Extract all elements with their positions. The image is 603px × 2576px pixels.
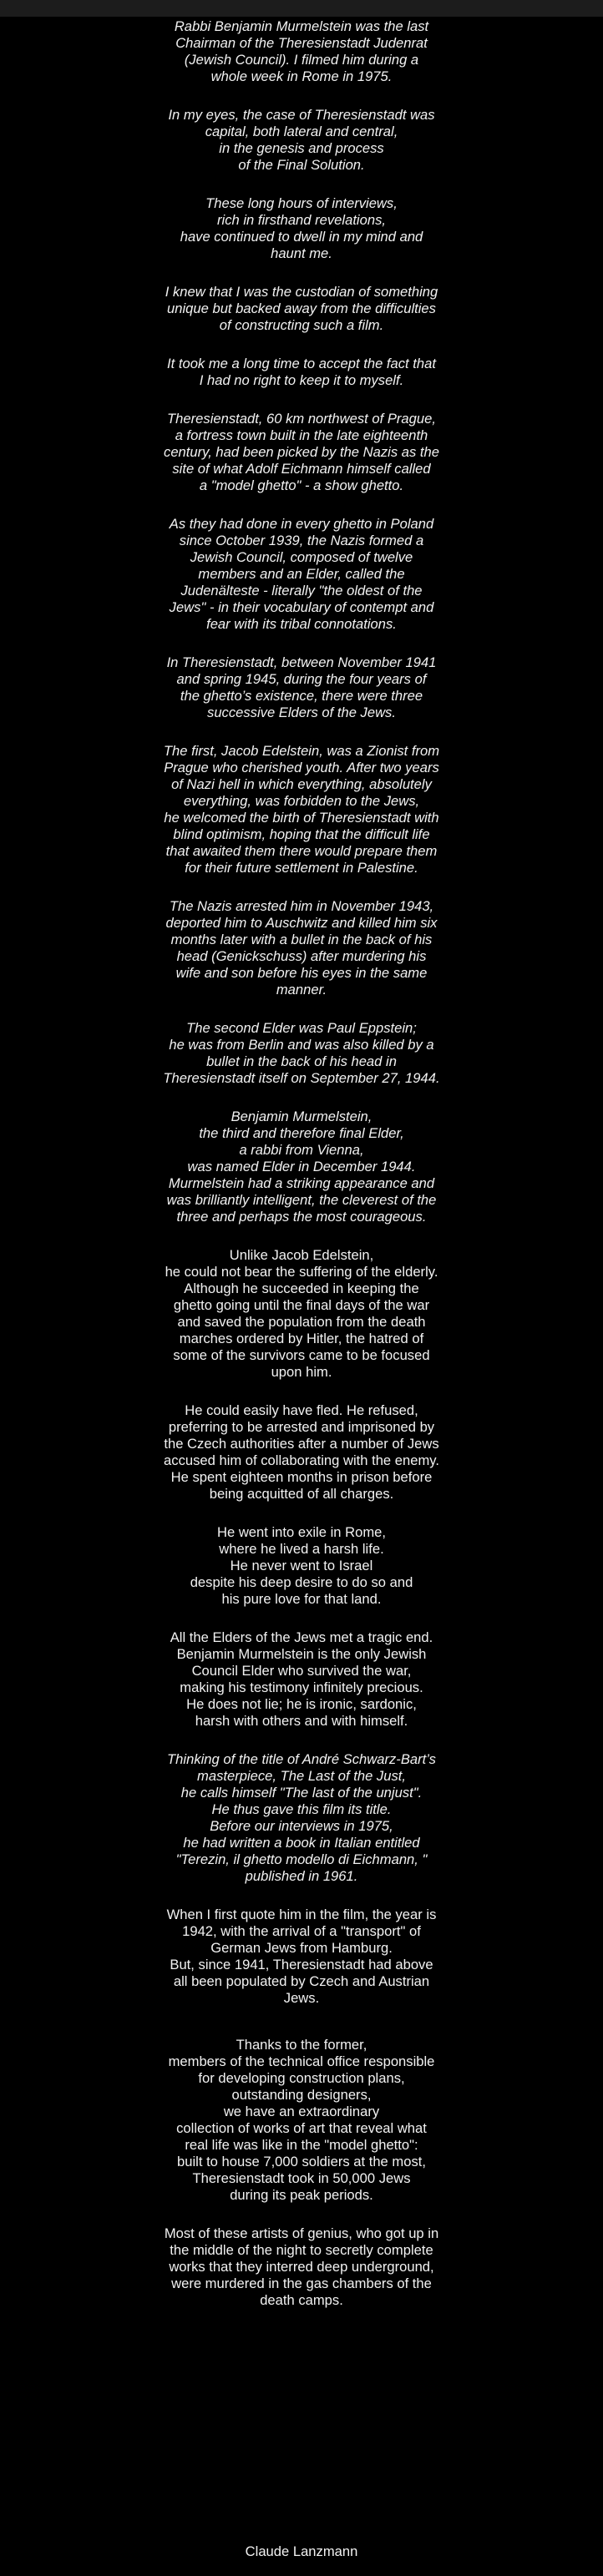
text-line: manner. [276, 982, 327, 998]
text-line: Jews. [283, 1990, 320, 2006]
text-line: Benjamin Murmelstein, [231, 1109, 372, 1124]
text-line: for their future settlement in Palestine. [185, 860, 418, 876]
text-line: It took me a long time to accept the fact that [167, 356, 436, 371]
text-line: I knew that I was the custodian of something [165, 284, 438, 300]
top-bar [0, 0, 603, 17]
text-line: members of the technical office responsible [168, 2053, 435, 2069]
text-line: head (Genickschuss) after murdering his [176, 948, 427, 964]
text-line: (Jewish Council). I filmed him during a [184, 52, 419, 68]
statement-paragraph [125, 1402, 478, 1503]
text-line: Although he succeeded in keeping the [184, 1280, 419, 1296]
text-line: Murmelstein had a striking appearance and [168, 1175, 435, 1191]
statement-paragraph [125, 411, 478, 494]
text-line: He thus gave this film its title. [211, 1801, 392, 1817]
text-line: built to house 7,000 soldiers at the most, [177, 2154, 426, 2169]
text-line: As they had done in every ghetto in Poland [169, 516, 434, 532]
text-line: were murdered in the gas chambers of the [171, 2275, 432, 2291]
text-line: being acquitted of all charges. [209, 1486, 394, 1502]
text-line: When I first quote him in the film, the year is [166, 1907, 437, 1922]
text-line: whole week in Rome in 1975. [210, 68, 393, 84]
text-line: Prague who cherished youth. After two years [164, 760, 439, 775]
text-line: was brilliantly intelligent, the cleverest of the [166, 1192, 437, 1208]
text-line: unique but backed away from the difficulties [167, 301, 436, 316]
statement-paragraph [125, 356, 478, 389]
text-line: deported him to Auschwitz and killed him six [165, 915, 438, 931]
text-line: was named Elder in December 1944. [187, 1159, 416, 1174]
text-line: a "model ghetto" - a show ghetto. [199, 477, 404, 493]
text-line: The second Elder was Paul Eppstein; [186, 1020, 417, 1036]
text-line: masterpiece, The Last of the Just, [197, 1768, 406, 1784]
statement-paragraph [125, 516, 478, 633]
statement-paragraph [125, 1751, 478, 1885]
text-line: real life was like in the "model ghetto": [185, 2137, 418, 2153]
text-line: he could not bear the suffering of the elderly. [165, 1264, 438, 1280]
statement-paragraph [125, 1629, 478, 1730]
statement-paragraph [125, 1907, 478, 2007]
text-line: wife and son before his eyes in the same [175, 965, 428, 981]
statement-paragraph [125, 1020, 478, 1087]
text-line: his pure love for that land. [221, 1591, 382, 1607]
text-line: and spring 1945, during the four years of [176, 671, 427, 687]
text-line: where he lived a harsh life. [219, 1541, 384, 1557]
statement-paragraph [125, 2225, 478, 2309]
text-line: Jewish Council, composed of twelve [190, 549, 413, 565]
text-line: In my eyes, the case of Theresienstadt was [168, 107, 435, 123]
text-line: All the Elders of the Jews met a tragic end. [170, 1629, 433, 1645]
text-line: Most of these artists of genius, who got up in [164, 2225, 439, 2241]
text-line: works that they interred deep underground, [169, 2259, 434, 2275]
statement-paragraph [125, 654, 478, 721]
text-line: he calls himself "The last of the unjust". [180, 1785, 423, 1801]
text-line: accused him of collaborating with the enemy. [164, 1452, 439, 1468]
text-line: published in 1961. [245, 1868, 358, 1884]
text-line: Before our interviews in 1975, [210, 1818, 393, 1834]
text-line: Rabbi Benjamin Murmelstein was the last [174, 18, 429, 34]
text-line: all been populated by Czech and Austrian [173, 1973, 430, 1989]
text-line: German Jews from Hamburg. [210, 1940, 393, 1956]
text-line: the third and therefore final Elder, [199, 1125, 404, 1141]
text-line: members and an Elder, called the [198, 566, 405, 582]
statement-paragraph [125, 1524, 478, 1608]
text-line: a fortress town built in the late eighteenth [175, 427, 428, 443]
statement-paragraph [125, 743, 478, 876]
text-line: upon him. [271, 1364, 332, 1380]
text-line: of Nazi hell in which everything, absolutely [171, 776, 432, 792]
text-line: of the Final Solution. [238, 157, 365, 173]
text-line: the Czech authorities after a number of Jews [164, 1436, 439, 1452]
text-line: haunt me. [271, 245, 332, 261]
text-line: he was from Berlin and was also killed by a [169, 1037, 434, 1053]
text-line: the ghetto’s existence, there were three [180, 688, 423, 704]
text-line: that awaited them there would prepare them [165, 843, 438, 859]
text-line: He could easily have fled. He refused, [185, 1402, 418, 1418]
text-line: a rabbi from Vienna, [239, 1142, 364, 1158]
text-line: in the genesis and process [219, 140, 384, 156]
text-line: Council Elder who survived the war, [191, 1663, 412, 1679]
text-line: months later with a bullet in the back of his [170, 932, 433, 947]
text-line: Chairman of the Theresienstadt Judenrat [175, 35, 428, 51]
text-line: He spent eighteen months in prison before [170, 1469, 433, 1485]
statement-paragraph [125, 107, 478, 174]
text-line: Theresienstadt, 60 km northwest of Prague, [167, 411, 436, 427]
statement-paragraph [125, 1247, 478, 1381]
text-line: He never went to Israel [230, 1558, 373, 1573]
text-line: during its peak periods. [230, 2187, 373, 2203]
statement-paragraph [125, 18, 478, 85]
text-line: The first, Jacob Edelstein, was a Zionist from [163, 743, 440, 759]
text-line: he had written a book in Italian entitled [183, 1835, 420, 1851]
text-line: we have an extraordinary [223, 2104, 380, 2119]
text-line: fear with its tribal connotations. [206, 616, 397, 632]
text-line: site of what Adolf Eichmann himself called [172, 461, 431, 477]
text-line: These long hours of interviews, [205, 195, 398, 211]
text-line: outstanding designers, [231, 2087, 372, 2103]
text-line: He does not lie; he is ironic, sardonic, [186, 1696, 417, 1712]
text-line: capital, both lateral and central, [205, 124, 398, 139]
text-line: Jews" - in their vocabulary of contempt and [169, 599, 434, 615]
text-line: and saved the population from the death [177, 1314, 426, 1330]
directors-statement [0, 18, 603, 2331]
text-line: Theresienstadt itself on September 27, 1944. [163, 1070, 440, 1086]
text-line: of constructing such a film. [219, 317, 384, 333]
statement-paragraph [125, 195, 478, 262]
text-line: The Nazis arrested him in November 1943, [169, 898, 434, 914]
text-line: marches ordered by Hitler, the hatred of [179, 1331, 424, 1346]
text-line: collection of works of art that reveal what [176, 2120, 427, 2136]
text-line: Thinking of the title of André Schwarz-Bart’s [167, 1751, 436, 1767]
text-line: everything, was forbidden to the Jews, [183, 793, 420, 809]
text-line: preferring to be arrested and imprisoned by [168, 1419, 435, 1435]
text-line: for developing construction plans, [198, 2070, 405, 2086]
text-line: some of the survivors came to be focused [173, 1347, 430, 1363]
statement-paragraph [125, 898, 478, 998]
text-line: bullet in the back of his head in [206, 1053, 397, 1069]
text-line: In Theresienstadt, between November 1941 [166, 654, 437, 670]
text-line: rich in firsthand revelations, [217, 212, 386, 228]
text-line: He went into exile in Rome, [217, 1524, 386, 1540]
statement-paragraph [125, 1109, 478, 1225]
text-line: have continued to dwell in my mind and [180, 229, 423, 245]
text-line: the middle of the night to secretly complete [170, 2242, 433, 2258]
statement-paragraph [125, 2037, 478, 2204]
signature: Claude Lanzmann [245, 2543, 358, 2559]
text-line: century, had been picked by the Nazis as the [164, 444, 439, 460]
text-line: Benjamin Murmelstein is the only Jewish [176, 1646, 427, 1662]
text-line: despite his deep desire to do so and [190, 1574, 413, 1590]
text-line: "Terezin, il ghetto modello di Eichmann, " [175, 1851, 428, 1867]
text-line: since October 1939, the Nazis formed a [179, 533, 424, 548]
text-line: three and perhaps the most courageous. [176, 1209, 427, 1225]
text-line: Judenälteste - literally "the oldest of the [180, 583, 423, 599]
text-line: But, since 1941, Theresienstadt had above [170, 1957, 433, 1972]
text-line: I had no right to keep it to myself. [199, 372, 404, 388]
text-line: making his testimony infinitely precious. [180, 1679, 423, 1695]
text-line: blind optimism, hoping that the difficult life [173, 826, 430, 842]
text-line: harsh with others and with himself. [195, 1713, 408, 1729]
text-line: death camps. [260, 2292, 343, 2308]
text-line: 1942, with the arrival of a "transport" of [182, 1923, 421, 1939]
text-line: ghetto going until the final days of the war [173, 1297, 430, 1313]
statement-paragraph [125, 284, 478, 334]
paragraph-spacer [125, 2028, 478, 2037]
text-line: Theresienstadt took in 50,000 Jews [192, 2170, 411, 2186]
text-line: Unlike Jacob Edelstein, [229, 1247, 374, 1263]
text-line: Thanks to the former, [236, 2037, 367, 2053]
text-line: successive Elders of the Jews. [207, 705, 396, 720]
text-line: he welcomed the birth of Theresienstadt with [164, 810, 439, 826]
